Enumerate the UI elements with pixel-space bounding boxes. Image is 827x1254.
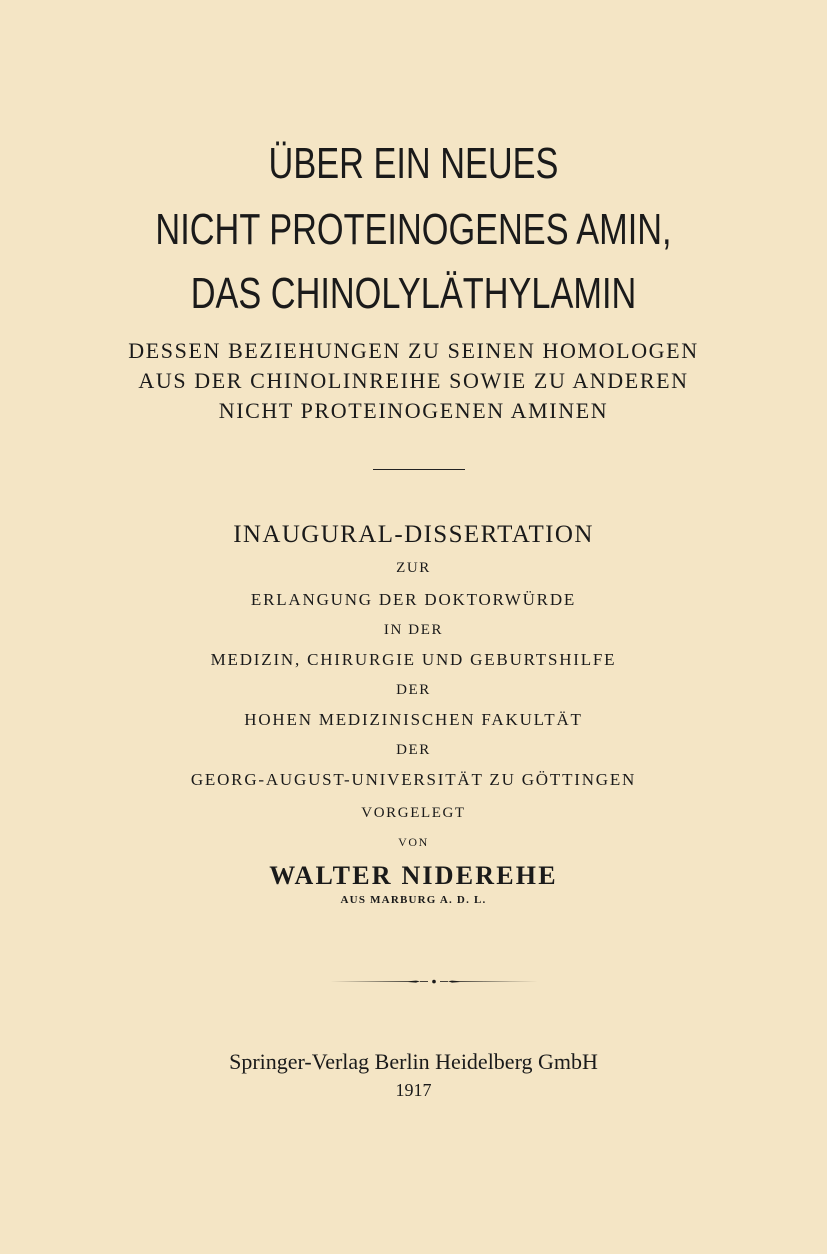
dissertation-zur: ZUR bbox=[396, 560, 431, 576]
dissertation-der-1: DER bbox=[396, 682, 431, 698]
subtitle-line-2: AUS DER CHINOLINREIHE SOWIE ZU ANDEREN bbox=[138, 368, 689, 393]
author-origin: AUS MARBURG A. D. L. bbox=[340, 894, 487, 906]
divider-rule bbox=[373, 469, 465, 470]
title-line-1: ÜBER EIN NEUES bbox=[268, 139, 559, 188]
subtitle-line-3: NICHT PROTEINOGENEN AMINEN bbox=[218, 398, 609, 423]
ornament-center-dot bbox=[432, 980, 436, 984]
dissertation-faculty: HOHEN MEDIZINISCHEN FAKULTÄT bbox=[244, 710, 583, 729]
dissertation-fields: MEDIZIN, CHIRURGIE UND GEBURTSHILFE bbox=[210, 650, 617, 669]
ornament-rule bbox=[328, 975, 540, 989]
dissertation-university: GEORG-AUGUST-UNIVERSITÄT ZU GÖTTINGEN bbox=[190, 770, 637, 789]
dissertation-purpose: ERLANGUNG DER DOKTORWÜRDE bbox=[250, 590, 577, 609]
title-line-2: NICHT PROTEINOGENES AMIN, bbox=[155, 205, 672, 254]
subtitle-line-1: DESSEN BEZIEHUNGEN ZU SEINEN HOMOLOGEN bbox=[128, 338, 699, 363]
title-line-3: DAS CHINOLYLÄTHYLAMIN bbox=[190, 269, 637, 318]
ornament-right-swell bbox=[448, 981, 538, 983]
dissertation-heading: INAUGURAL-DISSERTATION bbox=[233, 521, 594, 548]
publisher-name: Springer-Verlag Berlin Heidelberg GmbH bbox=[229, 1049, 598, 1074]
dissertation-submitted: VORGELEGT bbox=[361, 805, 466, 821]
author-name: WALTER NIDEREHE bbox=[269, 861, 558, 890]
dissertation-von: VON bbox=[398, 835, 429, 849]
dissertation-der-2: DER bbox=[396, 742, 431, 758]
publication-year: 1917 bbox=[395, 1080, 432, 1100]
ornament-left-swell bbox=[330, 981, 420, 983]
dissertation-in-der: IN DER bbox=[383, 622, 444, 638]
